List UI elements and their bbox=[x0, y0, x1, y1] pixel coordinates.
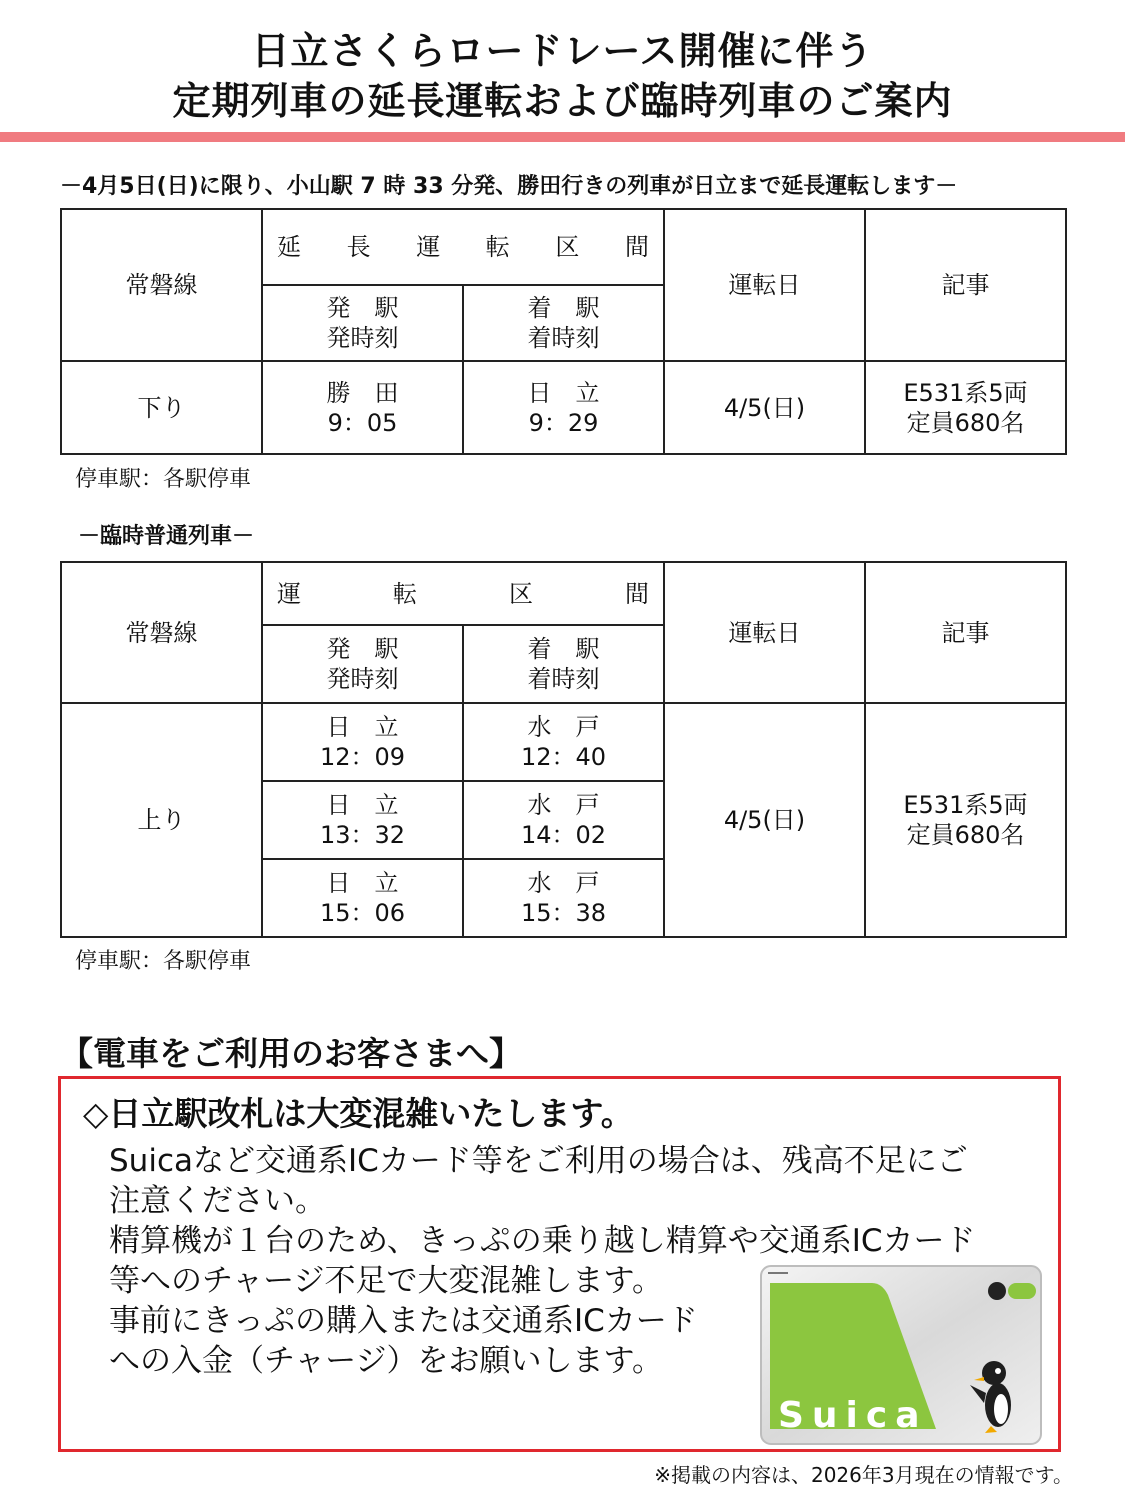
notice-line-2: 注意ください。 bbox=[109, 1183, 326, 1219]
note-cell: E531系5両 定員680名 bbox=[865, 703, 1066, 937]
suica-logo: Suica bbox=[778, 1395, 928, 1436]
ic-mark-icon bbox=[988, 1282, 1006, 1300]
note-cell: E531系5両 定員680名 bbox=[865, 361, 1066, 454]
notice-heading: 【電車をご利用のお客さまへ】 bbox=[60, 1034, 522, 1073]
notice-line-3: 精算機が１台のため、きっぷの乗り越し精算や交通系ICカード bbox=[109, 1223, 976, 1259]
arrival-cell: 水 戸 15：38 bbox=[463, 859, 664, 937]
date-header: 運転日 bbox=[664, 209, 865, 361]
arrival-header: 着 駅 着時刻 bbox=[463, 285, 664, 361]
title-line-1: 日立さくらロードレース開催に伴う bbox=[251, 29, 874, 73]
arrival-cell: 日 立 9：29 bbox=[463, 361, 664, 454]
direction-cell: 下り bbox=[61, 361, 262, 454]
date-cell: 4/5(日) bbox=[664, 703, 865, 937]
arrival-cell: 水 戸 12：40 bbox=[463, 703, 664, 781]
notice-line-5: 事前にきっぷの購入または交通系ICカード bbox=[109, 1303, 698, 1339]
suica-card-image bbox=[760, 1265, 1042, 1445]
direction-cell: 上り bbox=[61, 703, 262, 937]
section1-heading: －4月5日(日)に限り、小山駅 7 時 33 分発、勝田行きの列車が日立まで延長運転します－ bbox=[60, 174, 958, 199]
title-divider bbox=[0, 132, 1125, 142]
notice-title: ◇日立駅改札は大変混雑いたします。 bbox=[83, 1094, 634, 1133]
stops-note-2: 停車駅：各駅停車 bbox=[75, 949, 252, 974]
line-header: 常磐線 bbox=[61, 209, 262, 361]
departure-cell: 日 立 13：32 bbox=[262, 781, 463, 859]
departure-cell: 日 立 15：06 bbox=[262, 859, 463, 937]
stops-note-1: 停車駅：各駅停車 bbox=[75, 467, 252, 492]
notice-line-4: 等へのチャージ不足で大変混雑します。 bbox=[109, 1263, 663, 1299]
departure-header: 発 駅 発時刻 bbox=[262, 625, 463, 703]
extension-timetable bbox=[60, 208, 1067, 455]
section-header: 運 転 区 間 bbox=[277, 579, 649, 608]
note-header: 記事 bbox=[865, 562, 1066, 703]
departure-cell: 日 立 12：09 bbox=[262, 703, 463, 781]
extra-train-timetable bbox=[60, 561, 1067, 938]
arrival-cell: 水 戸 14：02 bbox=[463, 781, 664, 859]
note-header: 記事 bbox=[865, 209, 1066, 361]
footnote: ※掲載の内容は、2026年3月現在の情報です。 bbox=[654, 1463, 1073, 1487]
section2-heading: －臨時普通列車－ bbox=[78, 524, 255, 549]
date-cell: 4/5(日) bbox=[664, 361, 865, 454]
page-title bbox=[0, 26, 1125, 126]
arrival-header: 着 駅 着時刻 bbox=[463, 625, 664, 703]
notice-line-1: Suicaなど交通系ICカード等をご利用の場合は、残高不足にご bbox=[109, 1143, 968, 1179]
departure-header: 発 駅 発時刻 bbox=[262, 285, 463, 361]
table-row bbox=[61, 361, 1066, 454]
table-row bbox=[61, 703, 1066, 781]
notice-line-6: への入金（チャージ）をお願いします。 bbox=[109, 1343, 663, 1379]
date-header: 運転日 bbox=[664, 562, 865, 703]
section-header: 延 長 運 転 区 間 bbox=[277, 233, 649, 261]
line-header: 常磐線 bbox=[61, 562, 262, 703]
title-line-2: 定期列車の延長運転および臨時列車のご案内 bbox=[172, 79, 953, 123]
departure-cell: 勝 田 9：05 bbox=[262, 361, 463, 454]
